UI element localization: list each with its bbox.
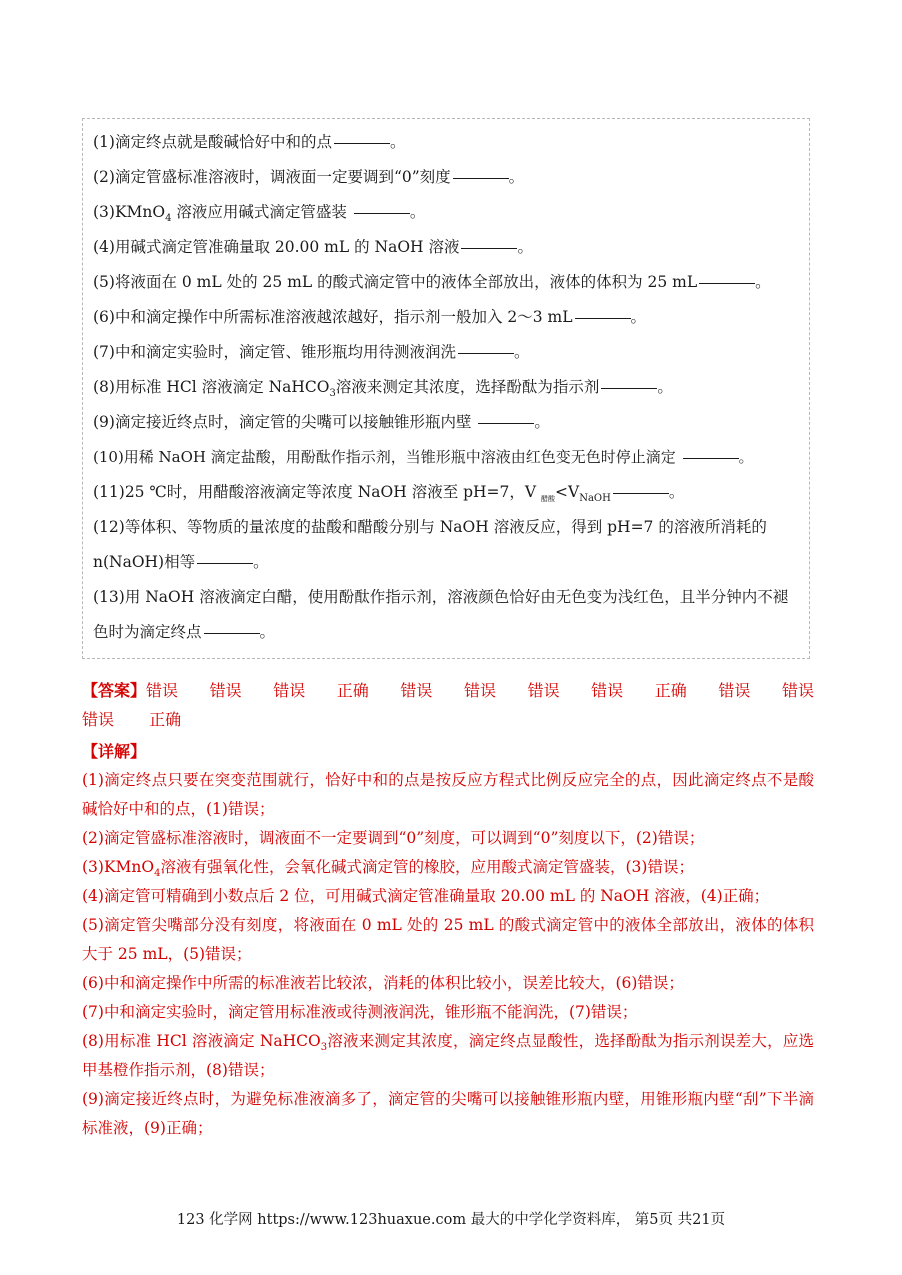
- question-11: (11)25 ℃时，用醋酸溶液滴定等浓度 NaOH 溶液至 pH=7，V $_{醋酸}<V_{NaOH}$ 。: [93, 483, 685, 505]
- detail-paragraph-3: (3)KMnO$_4$溶液有强氧化性，会氧化碱式滴定管的橡胶，应用酸式滴定管盛装，(3)错误；: [82, 858, 694, 880]
- answer-item-9: 正确: [654, 681, 687, 700]
- question-3: (3)KMnO$_4$ 溶液应用碱式滴定管盛装 。: [93, 203, 426, 225]
- question-8: (8)用标准 HCl 溶液滴定 NaHCO$_3$溶液来测定其浓度，选择酚酞为指示剂 。: [93, 378, 673, 400]
- question-13: (13)用 NaOH 溶液滴定白醋，使用酚酞作指示剂，溶液颜色恰好由无色变为浅红色，且半分钟内不褪色时为滴定终点 。: [93, 588, 789, 641]
- answer-blank: [601, 387, 657, 389]
- question-1: (1)滴定终点就是酸碱恰好中和的点 。: [93, 133, 406, 151]
- answer-item-4: 正确: [336, 681, 369, 700]
- answer-blank: [575, 317, 631, 319]
- answer-item-8: 错误: [591, 681, 624, 700]
- answer-label: 【答案】: [82, 681, 147, 700]
- answer-blank: [478, 422, 534, 424]
- answer-item-10: 错误: [718, 681, 751, 700]
- answer-item-11: 错误: [781, 681, 814, 700]
- answer-blank: [197, 562, 253, 564]
- detail-paragraph-4: (4)滴定管可精确到小数点后 2 位，可用碱式滴定管准确量取 20.00 mL 的 NaOH 溶液，(4)正确；: [82, 887, 770, 905]
- answer-item-1: 【答案】错误: [82, 681, 179, 700]
- answer-blank: [354, 212, 410, 214]
- answer-blank: [699, 282, 755, 284]
- answer-blank: [683, 457, 739, 459]
- answer-item-13: 正确: [149, 710, 182, 729]
- answer-blank: [613, 492, 669, 494]
- question-7: (7)中和滴定实验时，滴定管、锥形瓶均用待测液润洗 。: [93, 343, 530, 361]
- answer-item-12: 错误: [82, 710, 115, 729]
- answer-item-6: 错误: [463, 681, 496, 700]
- detail-paragraph-8: (8)用标准 HCl 溶液滴定 NaHCO$_3$溶液来测定其浓度，滴定终点显酸性，选择酚酞为指示剂误差大，应选甲基橙作指示剂，(8)错误；: [82, 1032, 814, 1079]
- question-12: (12)等体积、等物质的量浓度的盐酸和醋酸分别与 NaOH 溶液反应，得到 pH=7 的溶液所消耗的 n(NaOH)相等 。: [93, 518, 767, 571]
- answer-blank: [204, 632, 260, 634]
- question-4: (4)用碱式滴定管准确量取 20.00 mL 的 NaOH 溶液 。: [93, 238, 533, 256]
- page-footer: 123 化学网 https://www.123huaxue.com 最大的中学化学资料库， 第5页 共21页: [176, 1212, 726, 1228]
- answer-blank: [334, 142, 390, 144]
- detail-label: 【详解】: [82, 742, 147, 761]
- answer-blank: [461, 247, 517, 249]
- answer-item-5: 错误: [400, 681, 433, 700]
- question-10: (10)用稀 NaOH 滴定盐酸，用酚酞作指示剂，当锥形瓶中溶液由红色变无色时停止滴定 。: [93, 448, 754, 466]
- answer-blank: [453, 177, 509, 179]
- detail-paragraph-6: (6)中和滴定操作中所需的标准液若比较浓，消耗的体积比较小，误差比较大，(6)错误；: [82, 974, 684, 992]
- question-2: (2)滴定管盛标准溶液时，调液面一定要调到“0”刻度 。: [93, 168, 525, 186]
- question-6: (6)中和滴定操作中所需标准溶液越浓越好，指示剂一般加入 2～3 mL 。: [93, 308, 647, 326]
- answer-section: [82, 676, 814, 1143]
- answer-row: [82, 676, 814, 705]
- answer-item-2: 错误: [209, 681, 242, 700]
- detail-paragraph-2: (2)滴定管盛标准溶液时，调液面不一定要调到“0”刻度，可以调到“0”刻度以下，(2)错误；: [82, 829, 705, 847]
- answer-item-7: 错误: [527, 681, 560, 700]
- question-9: (9)滴定接近终点时，滴定管的尖嘴可以接触锥形瓶内壁 。: [93, 413, 550, 431]
- answer-item-3: 错误: [273, 681, 306, 700]
- detail-paragraph-1: (1)滴定终点只要在突变范围就行，恰好中和的点是按反应方程式比例反应完全的点，因此滴定终点不是酸碱恰好中和的点，(1)错误；: [82, 771, 814, 818]
- detail-paragraph-9: (9)滴定接近终点时，为避免标准液滴多了，滴定管的尖嘴可以接触锥形瓶内壁，用锥形瓶内壁“刮”下半滴标准液，(9)正确；: [82, 1090, 814, 1137]
- detail-paragraph-7: (7)中和滴定实验时，滴定管用标准液或待测液润洗，锥形瓶不能润洗，(7)错误；: [82, 1003, 638, 1021]
- detail-paragraph-5: (5)滴定管尖嘴部分没有刻度，将液面在 0 mL 处的 25 mL 的酸式滴定管中的液体全部放出，液体的体积大于 25 mL，(5)错误；: [82, 916, 814, 963]
- answer-blank: [458, 352, 514, 354]
- question-box: [82, 118, 810, 659]
- question-5: (5)将液面在 0 mL 处的 25 mL 的酸式滴定管中的液体全部放出，液体的体积为 25 mL 。: [93, 273, 771, 291]
- answer-row: [82, 705, 814, 734]
